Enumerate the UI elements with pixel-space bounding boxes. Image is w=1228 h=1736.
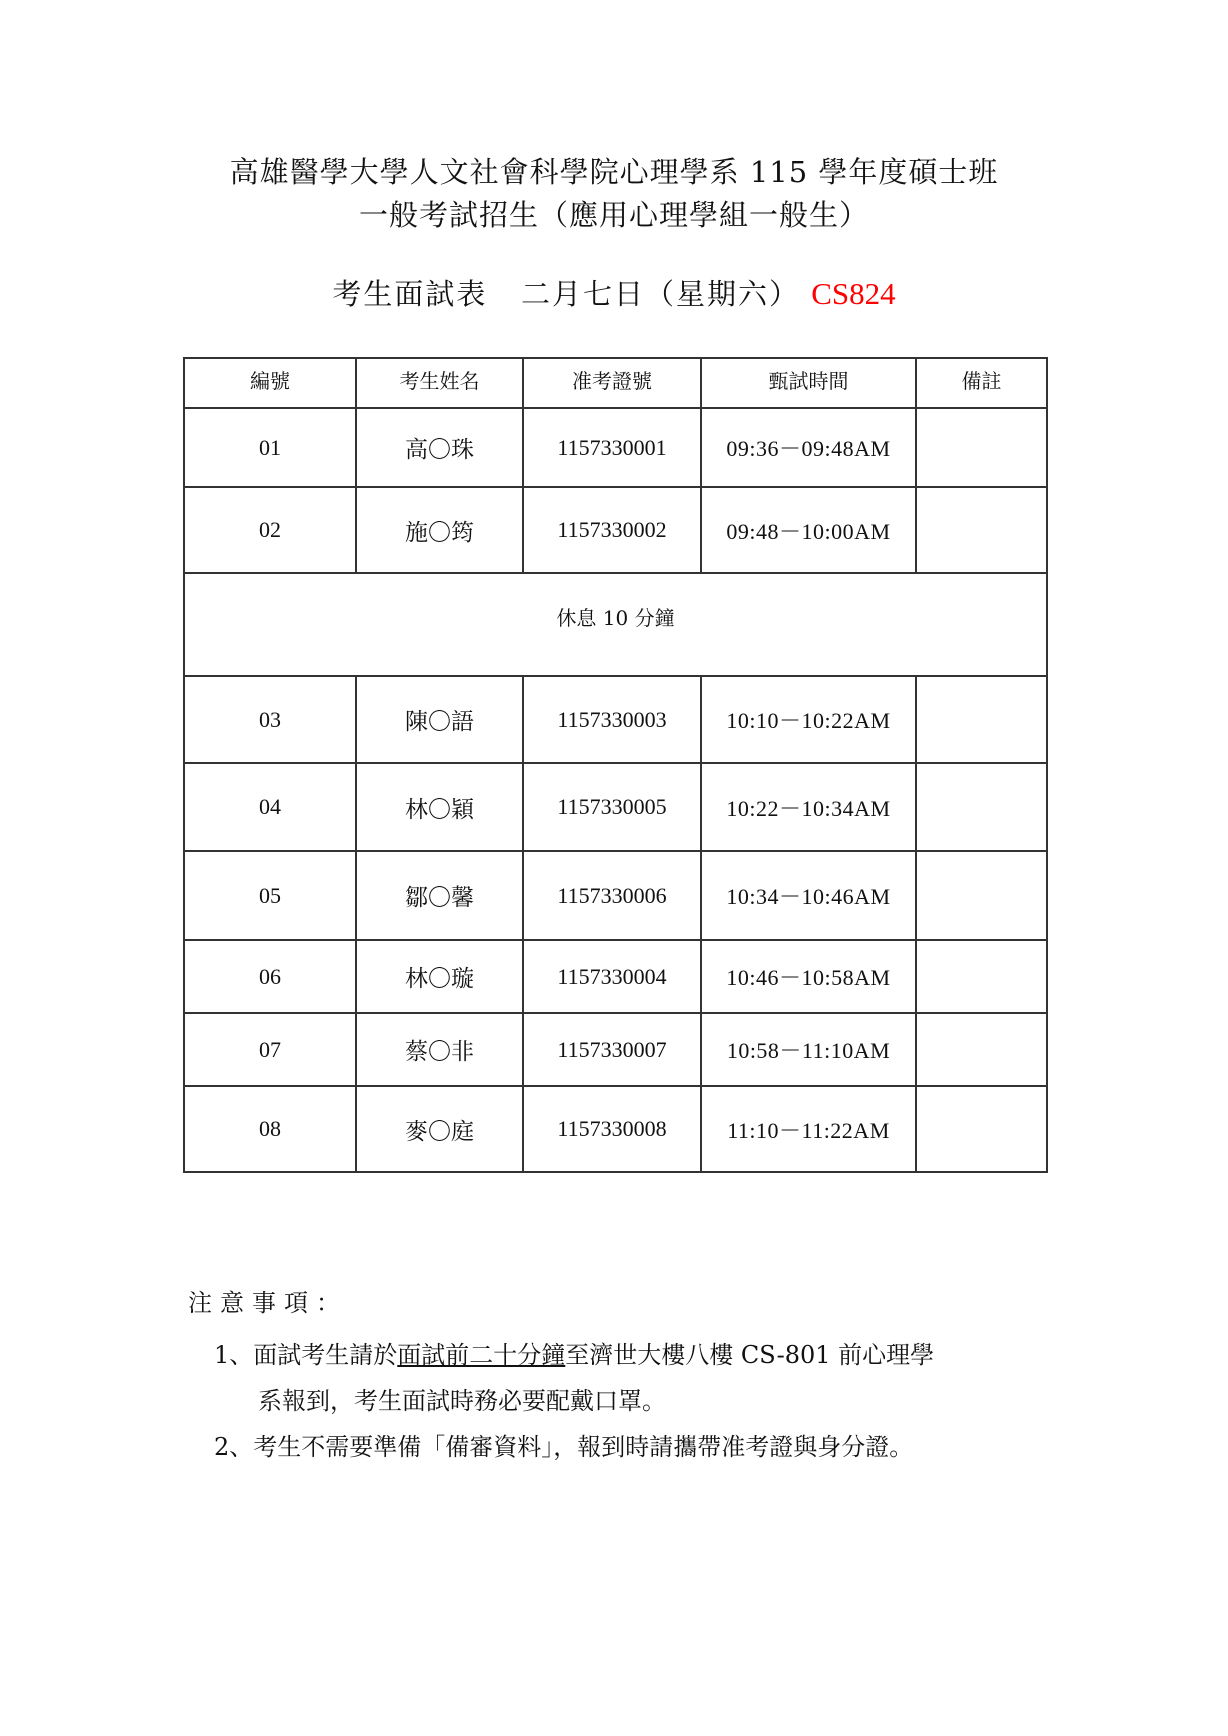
table-row [184, 1013, 1047, 1086]
break-row [184, 573, 1047, 676]
cell-note [916, 763, 1047, 851]
cell-exam-id: 1157330007 [523, 1013, 701, 1086]
room-code: CS824 [811, 276, 896, 311]
cell-note [916, 487, 1047, 573]
cell-name: 麥〇庭 [356, 1086, 523, 1172]
notes-section [188, 1283, 1068, 1470]
document-title-line-2: 一般考試招生（應用心理學組一般生） [358, 198, 869, 232]
cell-note [916, 1013, 1047, 1086]
table-row [184, 408, 1047, 487]
subtitle-label: 考生面試表 [332, 277, 488, 311]
note-1-suffix: 至濟世大樓八樓 CS-801 前心理學 [565, 1341, 935, 1369]
table-row [184, 487, 1047, 573]
note-item-1 [188, 1332, 1068, 1378]
header-interview-time: 甄試時間 [701, 358, 916, 408]
cell-number: 03 [184, 676, 356, 763]
header-number: 編號 [184, 358, 356, 408]
subtitle-date: 二月七日（星期六） [521, 277, 801, 311]
table-row [184, 763, 1047, 851]
cell-time: 10:34－10:46AM [701, 851, 916, 940]
table-row [184, 676, 1047, 763]
document-title-line-1: 高雄醫學大學人文社會科學院心理學系 115 學年度碩士班 [229, 155, 999, 189]
cell-time: 11:10－11:22AM [701, 1086, 916, 1172]
cell-exam-id: 1157330004 [523, 940, 701, 1013]
cell-time: 10:46－10:58AM [701, 940, 916, 1013]
cell-name: 林〇璇 [356, 940, 523, 1013]
header-candidate-name: 考生姓名 [356, 358, 523, 408]
cell-number: 02 [184, 487, 356, 573]
note-item-1-continuation: 系報到，考生面試時務必要配戴口罩。 [258, 1387, 666, 1415]
cell-number: 04 [184, 763, 356, 851]
cell-exam-id: 1157330006 [523, 851, 701, 940]
header-exam-id: 准考證號 [523, 358, 701, 408]
table-row [184, 851, 1047, 940]
table-header-row [184, 358, 1047, 408]
cell-exam-id: 1157330001 [523, 408, 701, 487]
note-1-prefix: 1、面試考生請於 [214, 1341, 398, 1369]
cell-time: 10:10－10:22AM [701, 676, 916, 763]
cell-note [916, 676, 1047, 763]
cell-time: 09:36－09:48AM [701, 408, 916, 487]
cell-number: 01 [184, 408, 356, 487]
cell-note [916, 1086, 1047, 1172]
cell-name: 林〇穎 [356, 763, 523, 851]
cell-number: 06 [184, 940, 356, 1013]
cell-name: 施〇筠 [356, 487, 523, 573]
cell-name: 陳〇語 [356, 676, 523, 763]
table-row [184, 940, 1047, 1013]
cell-name: 高〇珠 [356, 408, 523, 487]
cell-time: 10:58－11:10AM [701, 1013, 916, 1086]
cell-note [916, 408, 1047, 487]
cell-note [916, 851, 1047, 940]
break-notice: 休息 10 分鐘 [184, 573, 1047, 676]
note-item-2: 2、考生不需要準備「備審資料」，報到時請攜帶准考證與身分證。 [214, 1433, 914, 1461]
cell-exam-id: 1157330003 [523, 676, 701, 763]
notes-heading: 注意事項： [188, 1289, 348, 1317]
cell-note [916, 940, 1047, 1013]
table-row [184, 1086, 1047, 1172]
interview-schedule-table [183, 357, 1048, 1173]
schedule-subtitle [0, 272, 1228, 313]
cell-number: 05 [184, 851, 356, 940]
cell-exam-id: 1157330008 [523, 1086, 701, 1172]
cell-time: 09:48－10:00AM [701, 487, 916, 573]
header-remarks: 備註 [916, 358, 1047, 408]
cell-number: 07 [184, 1013, 356, 1086]
cell-exam-id: 1157330002 [523, 487, 701, 573]
cell-exam-id: 1157330005 [523, 763, 701, 851]
cell-time: 10:22－10:34AM [701, 763, 916, 851]
cell-name: 鄒〇馨 [356, 851, 523, 940]
cell-number: 08 [184, 1086, 356, 1172]
note-1-underlined: 面試前二十分鐘 [397, 1341, 566, 1369]
cell-name: 蔡〇非 [356, 1013, 523, 1086]
